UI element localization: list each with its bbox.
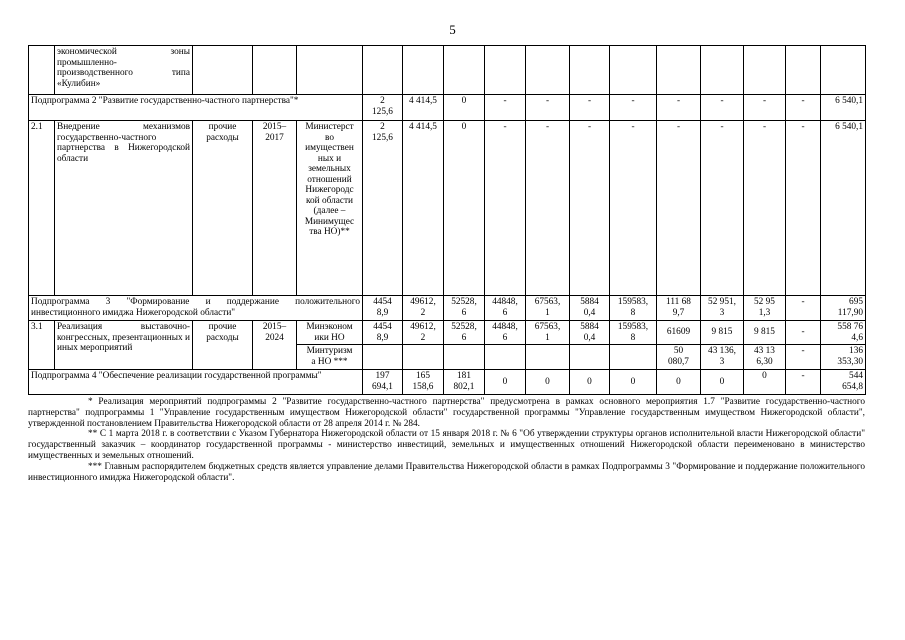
cell-value: 111 68 9,7 [657, 296, 701, 321]
cell-value [610, 345, 657, 370]
cell-value [526, 345, 570, 370]
cell-value: 159583, 8 [610, 321, 657, 345]
cell-value: - [570, 121, 610, 296]
funding-source: прочие расходы [193, 321, 253, 370]
executor: Минтуризм а НО *** [297, 345, 363, 370]
table-row [29, 95, 866, 121]
cell-value: 2 125,6 [363, 121, 403, 296]
cell-value: 5884 0,4 [570, 296, 610, 321]
cell-value: - [701, 121, 744, 296]
footnotes [28, 397, 865, 483]
table-row [29, 296, 866, 321]
funding-source: прочие расходы [193, 121, 253, 296]
cell-value: 2 125,6 [363, 95, 403, 121]
period-years: 2015– 2017 [253, 121, 297, 296]
cell-value: 0 [444, 121, 485, 296]
cell-value: 0 [744, 370, 786, 395]
subprogram-title: Подпрограмма 2 "Развитие государственно-частного партнерства"* [29, 95, 363, 121]
cell-value: 4 414,5 [403, 121, 444, 296]
cell-value: - [526, 121, 570, 296]
cell-value: - [657, 95, 701, 121]
cell-value: 695 117,90 [821, 296, 866, 321]
cell-value: 43 13 6,30 [744, 345, 786, 370]
table-row [29, 121, 866, 296]
cell-value [485, 345, 526, 370]
cell-value: 159583, 8 [610, 296, 657, 321]
subprogram-title: Подпрограмма 4 "Обеспечение реализации государственной программы" [29, 370, 363, 395]
cell-value: 181 802,1 [444, 370, 485, 395]
cell-value: 0 [657, 370, 701, 395]
subprogram-title: Подпрограмма 3 "Формирование и поддержание положительного инвестиционного имиджа Нижегородской области" [29, 296, 363, 321]
cell-value [363, 345, 403, 370]
cell-value: 6 540,1 [821, 121, 866, 296]
cell-value: 4454 8,9 [363, 296, 403, 321]
measure-name: Реализация выставочно-конгрессных, презентационных и иных мероприятий [55, 321, 193, 370]
cell-value: - [786, 321, 821, 345]
cell-value: 6 540,1 [821, 95, 866, 121]
cell-value: 44848, 6 [485, 321, 526, 345]
cell-value: - [485, 95, 526, 121]
cell-value: 197 694,1 [363, 370, 403, 395]
cell-value: 52 951, 3 [701, 296, 744, 321]
cell-value: - [786, 95, 821, 121]
cell-value: 0 [701, 370, 744, 395]
cell-value: - [786, 121, 821, 296]
table-row [29, 321, 866, 345]
cell-value: 0 [570, 370, 610, 395]
cell-value: - [786, 296, 821, 321]
cell-value: 49612, 2 [403, 296, 444, 321]
cell-value: 0 [526, 370, 570, 395]
executor: Министерст во имуществен ных и земельных отношений Нижегородс кой области (далее – Минимущес тва НО)** [297, 121, 363, 296]
executor: Минэконом ики НО [297, 321, 363, 345]
cell-value: - [610, 121, 657, 296]
cell-value: - [744, 95, 786, 121]
cell-value: - [701, 95, 744, 121]
cell-value: 9 815 [701, 321, 744, 345]
cell-value: 52528, 6 [444, 296, 485, 321]
cell-value: - [526, 95, 570, 121]
page-number: 5 [449, 22, 456, 37]
cell-value: 52528, 6 [444, 321, 485, 345]
cell-value: 43 136, 3 [701, 345, 744, 370]
measure-number: 3.1 [29, 321, 55, 370]
cell-value: 4454 8,9 [363, 321, 403, 345]
cell-value: 165 158,6 [403, 370, 444, 395]
cell-value: 558 76 4,6 [821, 321, 866, 345]
cell-value: 4 414,5 [403, 95, 444, 121]
footnote: * Реализация мероприятий подпрограммы 2 "Развитие государственно-частного партнерства" предусмотрена в рамках основного мероприятия 1.7 "Развитие государственно-частного партнерства" подпрограммы 1 "Управление государственным имуществом Нижегородской области" государственной программы "Управление государственным имуществом Нижегородской области", утвержденной постановлением Правительства Нижегородской области от 28 апреля 2014 г. № 284. [28, 397, 865, 429]
cell-value: - [786, 345, 821, 370]
cell-value: - [610, 95, 657, 121]
footnote: *** Главным распорядителем бюджетных средств является управление делами Правительства Нижегородской области в рамках Подпрограммы 3 "Формирование и поддержание положительного инвестиционного имиджа Нижегородской области". [28, 461, 865, 483]
cell-value: - [485, 121, 526, 296]
cell-value: 44848, 6 [485, 296, 526, 321]
cell-value: - [570, 95, 610, 121]
footnote: ** С 1 марта 2018 г. в соответствии с Указом Губернатора Нижегородской области от 15 января 2018 г. № 6 "Об утверждении структуры органов исполнительной власти Нижегородской области" государственный заказчик – координатор государственной программы - министерство инвестиций, земельных и имущественных отношений Нижегородской области переименовано в министерство имущественных и земельных отношений. [28, 429, 865, 461]
table-row [29, 370, 866, 395]
cell-value: 5884 0,4 [570, 321, 610, 345]
cell-value: 50 080,7 [657, 345, 701, 370]
cell-value [403, 345, 444, 370]
measure-number: 2.1 [29, 121, 55, 296]
cell-value: 9 815 [744, 321, 786, 345]
program-financing-table [28, 45, 866, 395]
cell-value: 136 353,30 [821, 345, 866, 370]
cell-value: 49612, 2 [403, 321, 444, 345]
cell-value: 61609 [657, 321, 701, 345]
cell-value [570, 345, 610, 370]
cell-value: - [744, 121, 786, 296]
period-years: 2015– 2024 [253, 321, 297, 370]
cell-value: 0 [485, 370, 526, 395]
cell-value: 67563, 1 [526, 296, 570, 321]
cell-value: 67563, 1 [526, 321, 570, 345]
cell-value: 0 [444, 95, 485, 121]
table-row [29, 46, 866, 95]
cell-value: - [786, 370, 821, 395]
cell-value: 544 654,8 [821, 370, 866, 395]
measure-name: Внедрение механизмов государственно-частного партнерства в Нижегородской области [55, 121, 193, 296]
cell-value: - [657, 121, 701, 296]
cell-value: 52 95 1,3 [744, 296, 786, 321]
cell-value: 0 [610, 370, 657, 395]
cell-value [444, 345, 485, 370]
measure-name: экономической зоны промышленно-производственного типа «Кулибин» [55, 46, 193, 95]
